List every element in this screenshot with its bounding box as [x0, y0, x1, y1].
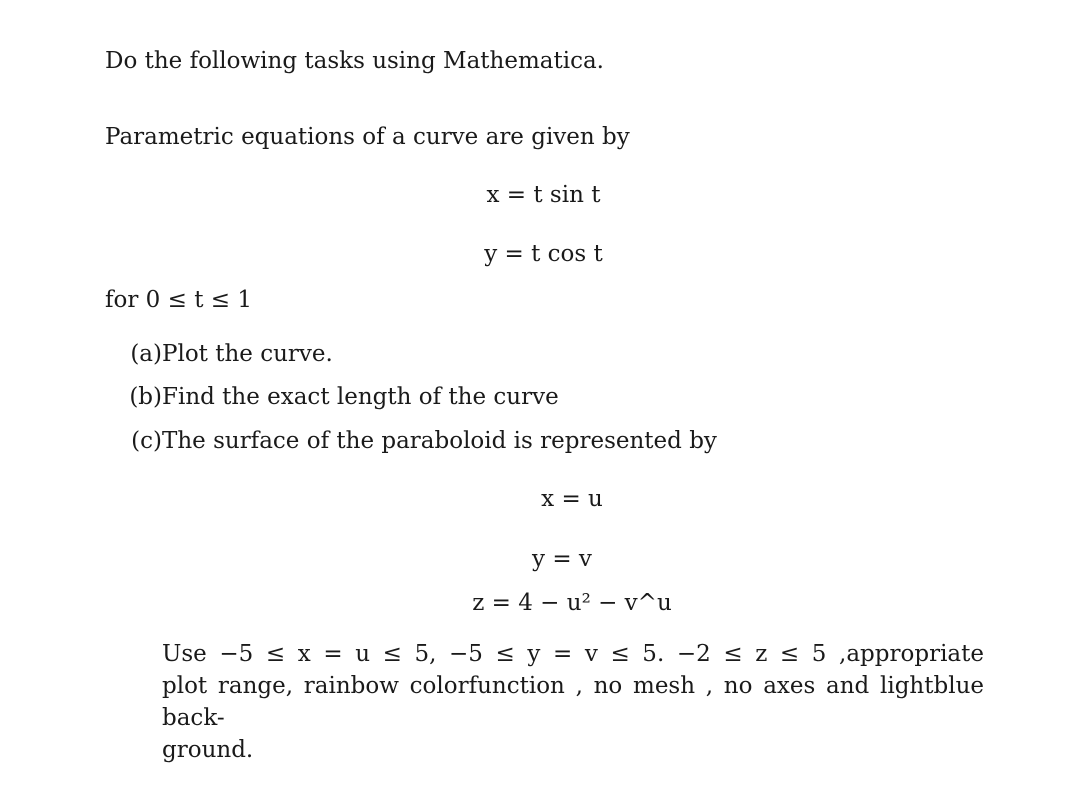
list-item-label: (b) [129, 384, 162, 410]
surface-equation-z: z = 4 − u² − v^u [472, 590, 672, 616]
instructions-line: plot range, rainbow colorfunction , no mesh , no axes and lightblue back- [162, 673, 984, 731]
list-item-text: The surface of the paraboloid is represented by [162, 428, 717, 454]
list-item-a [105, 341, 333, 367]
list-item-c [105, 428, 717, 454]
surface-equation-y: y = v [532, 546, 592, 572]
instructions-line: ground. [162, 737, 254, 763]
list-item-label: (a) [130, 341, 162, 367]
instructions-line: Use −5 ≤ x = u ≤ 5, −5 ≤ y = v ≤ 5. −2 ≤ z ≤ 5 ,appropriate [162, 641, 984, 667]
lead-text: Parametric equations of a curve are given by [105, 124, 630, 150]
curve-equation-y: y = t cos t [484, 241, 603, 267]
instructions-paragraph [162, 638, 984, 766]
curve-equation-x: x = t sin t [486, 182, 601, 208]
list-item-text: Plot the curve. [162, 341, 333, 367]
list-item-b [105, 384, 559, 410]
intro-text: Do the following tasks using Mathematica. [105, 48, 604, 74]
list-item-label: (c) [131, 428, 162, 454]
list-item-text: Find the exact length of the curve [162, 384, 559, 410]
surface-equation-x: x = u [541, 486, 603, 512]
parameter-range: for 0 ≤ t ≤ 1 [105, 287, 252, 313]
